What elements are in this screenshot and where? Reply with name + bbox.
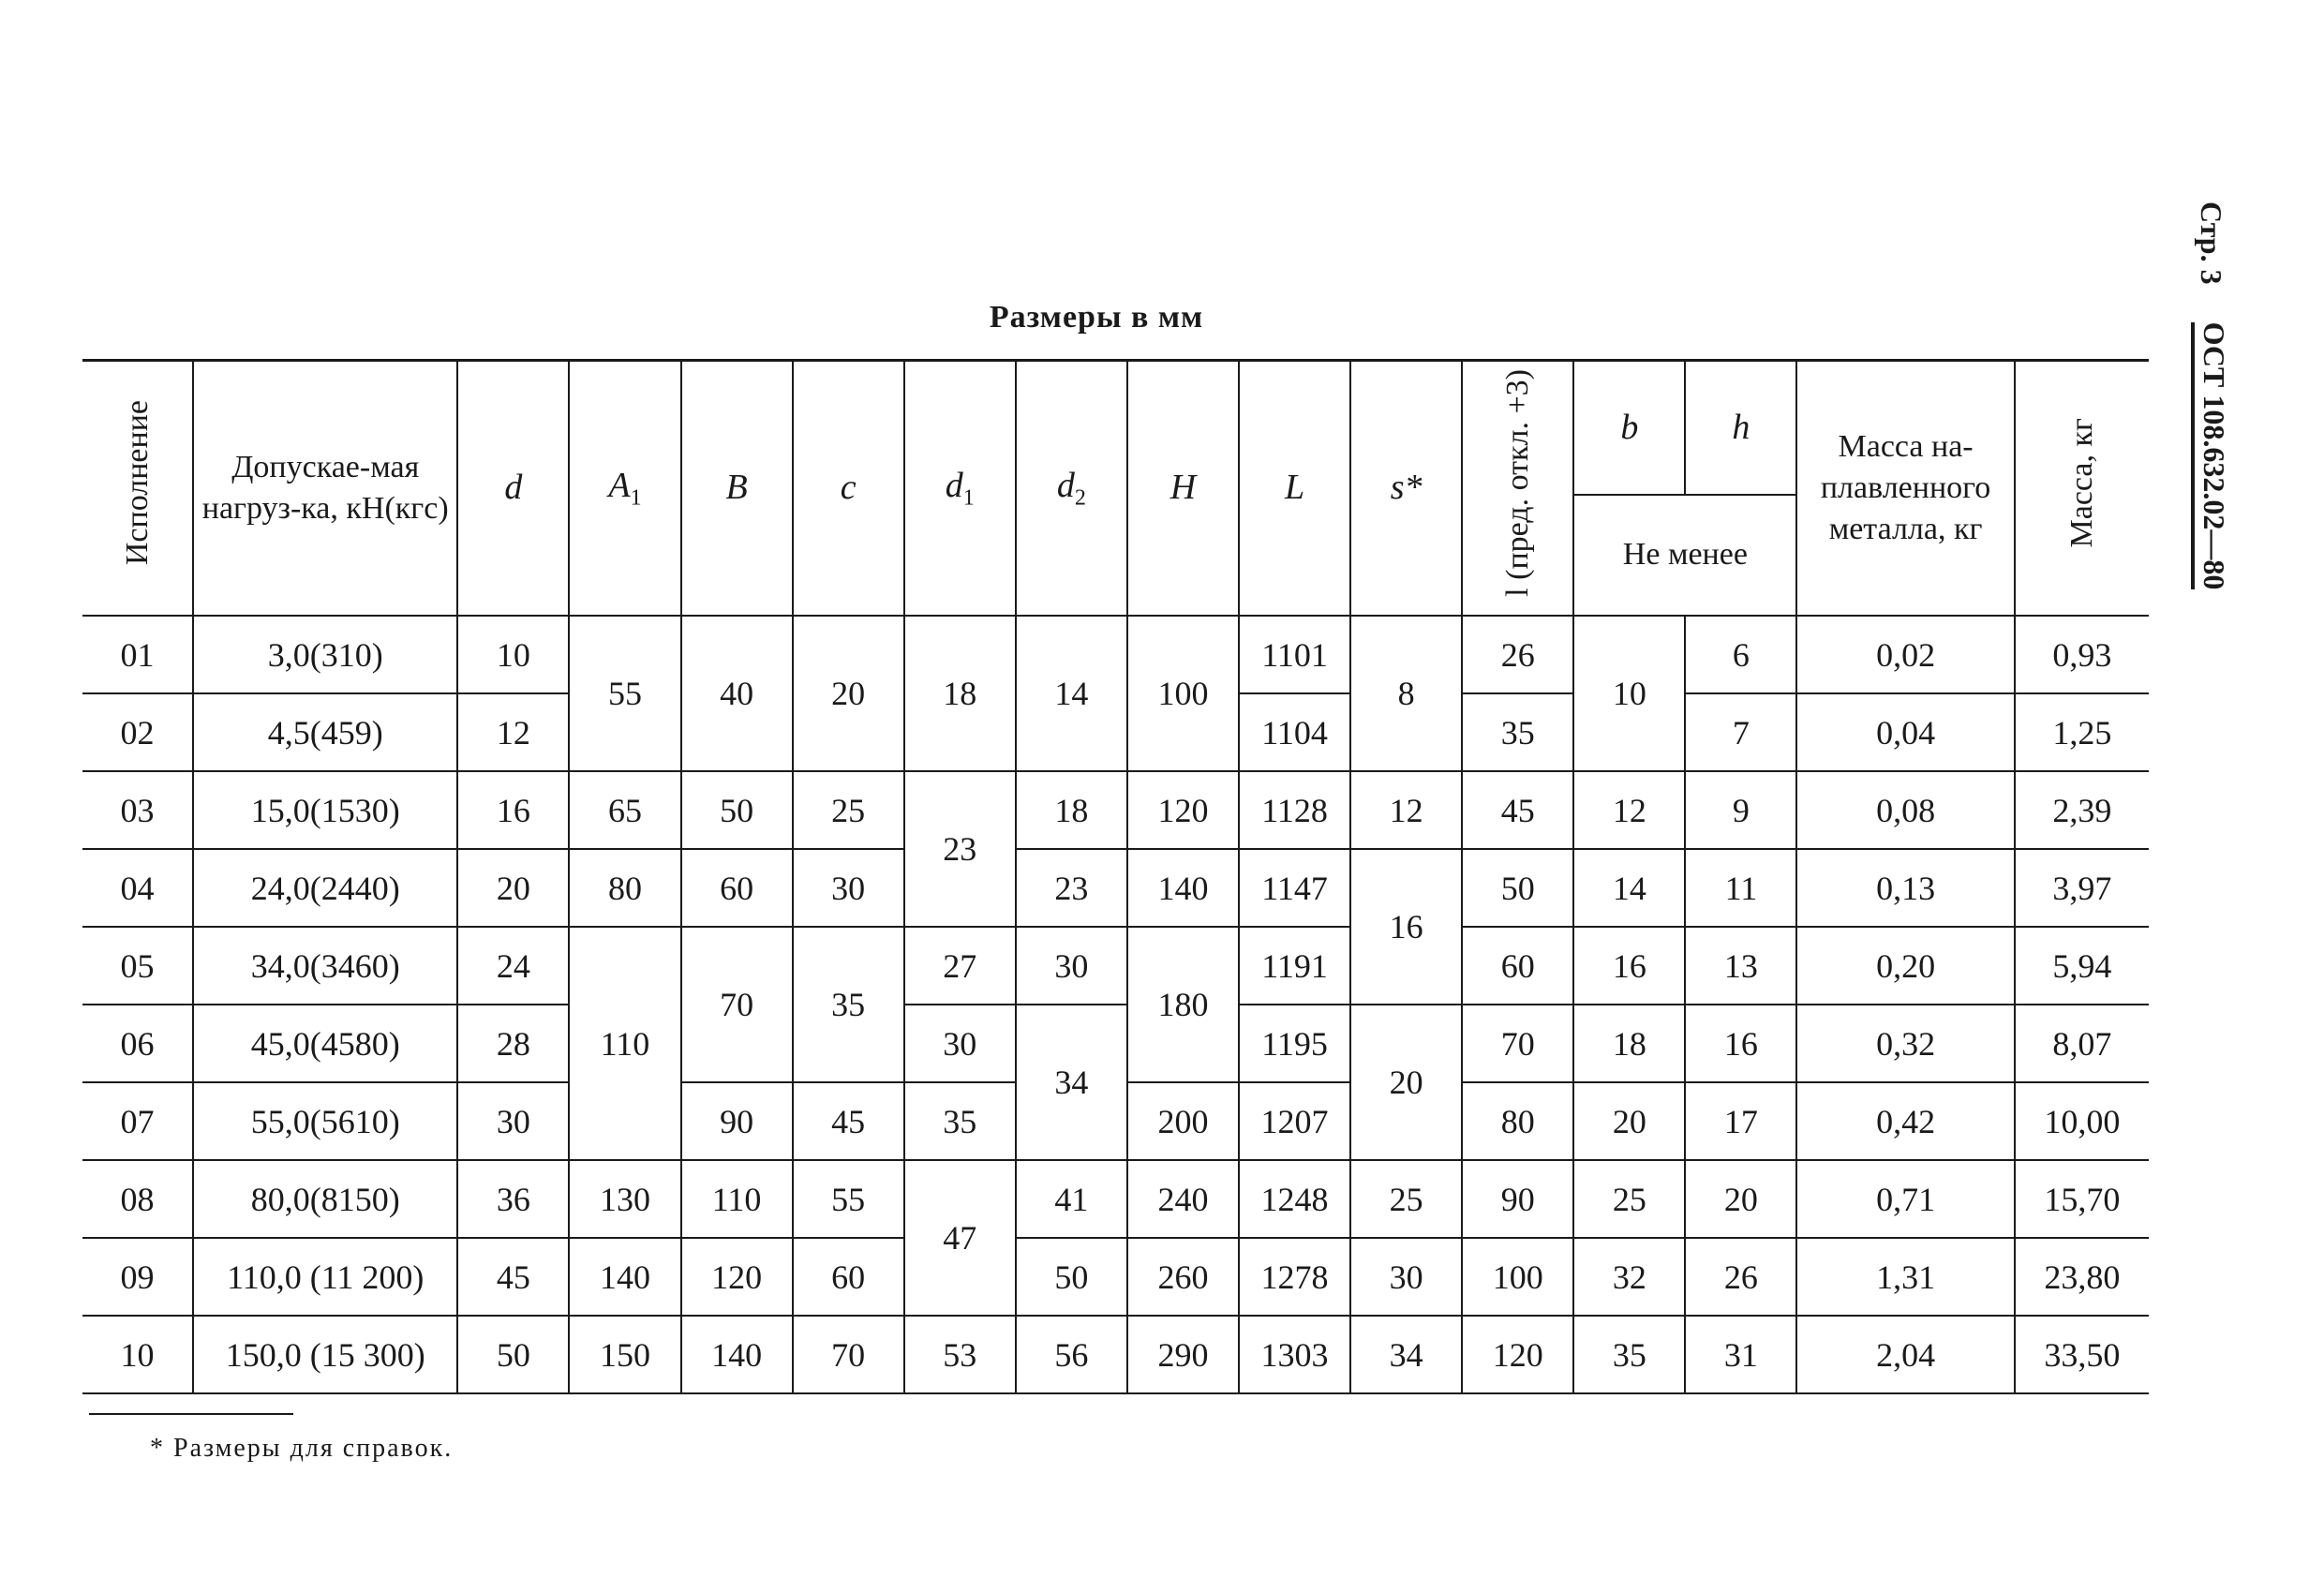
cell-load: 24,0(2440) xyxy=(193,849,457,927)
cell-b-width: 110 xyxy=(681,1160,793,1238)
cell-s: 30 xyxy=(1350,1238,1462,1316)
cell-d2: 41 xyxy=(1016,1160,1127,1238)
cell-c: 30 xyxy=(793,849,904,927)
table-row xyxy=(82,1316,2149,1393)
cell-b: 32 xyxy=(1573,1238,1685,1316)
header-d: d xyxy=(457,361,569,617)
cell-a1: 65 xyxy=(569,771,680,849)
cell-h: 9 xyxy=(1685,771,1796,849)
cell-c: 25 xyxy=(793,771,904,849)
document-code: ОСТ 108.632.02—80 xyxy=(2192,322,2232,590)
cell-l-length: 1207 xyxy=(1239,1082,1350,1160)
cell-d1: 35 xyxy=(904,1082,1016,1160)
cell-l-limit: 120 xyxy=(1462,1316,1573,1393)
cell-d2: 23 xyxy=(1016,849,1127,927)
cell-isp: 05 xyxy=(82,927,193,1005)
table-body xyxy=(82,616,2149,1393)
cell-b: 25 xyxy=(1573,1160,1685,1238)
cell-h-height: 180 xyxy=(1127,927,1239,1082)
cell-mass: 8,07 xyxy=(2015,1005,2149,1082)
cell-l-length: 1195 xyxy=(1239,1005,1350,1082)
cell-h: 26 xyxy=(1685,1238,1796,1316)
cell-load: 110,0 (11 200) xyxy=(193,1238,457,1316)
cell-l-length: 1104 xyxy=(1239,693,1350,771)
header-l-length: L xyxy=(1239,361,1350,617)
header-b: b xyxy=(1573,361,1685,496)
cell-h-height: 240 xyxy=(1127,1160,1239,1238)
cell-l-length: 1248 xyxy=(1239,1160,1350,1238)
footnote: * Размеры для справок. xyxy=(150,1434,454,1463)
table-row xyxy=(82,1160,2149,1238)
cell-b-width: 140 xyxy=(681,1316,793,1393)
table-row xyxy=(82,1005,2149,1082)
cell-d: 36 xyxy=(457,1160,569,1238)
cell-l-limit: 100 xyxy=(1462,1238,1573,1316)
cell-d: 24 xyxy=(457,927,569,1005)
cell-d1: 27 xyxy=(904,927,1016,1005)
cell-b: 14 xyxy=(1573,849,1685,927)
cell-s: 20 xyxy=(1350,1005,1462,1160)
cell-d: 20 xyxy=(457,849,569,927)
cell-load: 34,0(3460) xyxy=(193,927,457,1005)
cell-b: 16 xyxy=(1573,927,1685,1005)
cell-mass: 15,70 xyxy=(2015,1160,2149,1238)
cell-h: 7 xyxy=(1685,693,1796,771)
cell-h-height: 100 xyxy=(1127,616,1239,771)
cell-mass: 1,25 xyxy=(2015,693,2149,771)
cell-h: 31 xyxy=(1685,1316,1796,1393)
cell-b: 35 xyxy=(1573,1316,1685,1393)
cell-mass-weld: 0,42 xyxy=(1796,1082,2014,1160)
cell-l-limit: 50 xyxy=(1462,849,1573,927)
cell-d2: 30 xyxy=(1016,927,1127,1005)
table-caption: Размеры в мм xyxy=(989,300,1204,335)
cell-load: 150,0 (15 300) xyxy=(193,1316,457,1393)
cell-d2: 50 xyxy=(1016,1238,1127,1316)
cell-s: 12 xyxy=(1350,771,1462,849)
cell-isp: 04 xyxy=(82,849,193,927)
header-mass-weld: Масса на-плавленного металла, кг xyxy=(1796,361,2014,617)
cell-mass: 10,00 xyxy=(2015,1082,2149,1160)
cell-d: 12 xyxy=(457,693,569,771)
cell-mass-weld: 0,04 xyxy=(1796,693,2014,771)
cell-a1: 130 xyxy=(569,1160,680,1238)
cell-isp: 10 xyxy=(82,1316,193,1393)
cell-a1: 140 xyxy=(569,1238,680,1316)
table-row xyxy=(82,771,2149,849)
cell-mass-weld: 0,08 xyxy=(1796,771,2014,849)
cell-mass-weld: 0,71 xyxy=(1796,1160,2014,1238)
footnote-divider xyxy=(89,1413,293,1415)
cell-mass: 23,80 xyxy=(2015,1238,2149,1316)
header-s: s* xyxy=(1350,361,1462,617)
cell-b-width: 70 xyxy=(681,927,793,1082)
cell-mass: 3,97 xyxy=(2015,849,2149,927)
header-d1: $d_1$ xyxy=(904,361,1016,617)
cell-isp: 06 xyxy=(82,1005,193,1082)
cell-a1: 80 xyxy=(569,849,680,927)
cell-h-height: 120 xyxy=(1127,771,1239,849)
header-mass: Масса, кг xyxy=(2015,361,2149,617)
cell-isp: 08 xyxy=(82,1160,193,1238)
cell-isp: 02 xyxy=(82,693,193,771)
cell-c: 60 xyxy=(793,1238,904,1316)
cell-h: 11 xyxy=(1685,849,1796,927)
header-c: c xyxy=(793,361,904,617)
cell-h: 16 xyxy=(1685,1005,1796,1082)
cell-h: 17 xyxy=(1685,1082,1796,1160)
dimensions-table xyxy=(82,359,2149,1394)
header-d2: $d_2$ xyxy=(1016,361,1127,617)
cell-isp: 01 xyxy=(82,616,193,693)
cell-h-height: 200 xyxy=(1127,1082,1239,1160)
cell-s: 8 xyxy=(1350,616,1462,771)
cell-mass-weld: 0,13 xyxy=(1796,849,2014,927)
cell-d: 10 xyxy=(457,616,569,693)
cell-l-limit: 35 xyxy=(1462,693,1573,771)
header-b-width: B xyxy=(681,361,793,617)
cell-d1: 18 xyxy=(904,616,1016,771)
cell-isp: 07 xyxy=(82,1082,193,1160)
cell-d1: 30 xyxy=(904,1005,1016,1082)
header-h: h xyxy=(1685,361,1796,496)
cell-s: 16 xyxy=(1350,849,1462,1005)
cell-l-limit: 90 xyxy=(1462,1160,1573,1238)
cell-h: 20 xyxy=(1685,1160,1796,1238)
cell-l-limit: 60 xyxy=(1462,927,1573,1005)
table-row xyxy=(82,849,2149,927)
cell-isp: 03 xyxy=(82,771,193,849)
cell-b-width: 40 xyxy=(681,616,793,771)
cell-d2: 34 xyxy=(1016,1005,1127,1160)
cell-s: 25 xyxy=(1350,1160,1462,1238)
cell-b-width: 50 xyxy=(681,771,793,849)
cell-d2: 18 xyxy=(1016,771,1127,849)
header-a1: $A_1$ xyxy=(569,361,680,617)
cell-d1: 23 xyxy=(904,771,1016,927)
cell-c: 70 xyxy=(793,1316,904,1393)
cell-mass: 0,93 xyxy=(2015,616,2149,693)
cell-s: 34 xyxy=(1350,1316,1462,1393)
cell-l-length: 1191 xyxy=(1239,927,1350,1005)
cell-mass-weld: 0,20 xyxy=(1796,927,2014,1005)
cell-load: 45,0(4580) xyxy=(193,1005,457,1082)
cell-l-length: 1147 xyxy=(1239,849,1350,927)
cell-h-height: 140 xyxy=(1127,849,1239,927)
cell-mass-weld: 0,02 xyxy=(1796,616,2014,693)
cell-l-length: 1303 xyxy=(1239,1316,1350,1393)
cell-mass: 33,50 xyxy=(2015,1316,2149,1393)
cell-l-length: 1101 xyxy=(1239,616,1350,693)
header-not-less: Не менее xyxy=(1573,495,1796,616)
cell-l-limit: 26 xyxy=(1462,616,1573,693)
cell-h-height: 260 xyxy=(1127,1238,1239,1316)
cell-a1: 150 xyxy=(569,1316,680,1393)
header-h-height: H xyxy=(1127,361,1239,617)
page-number: Стр. 3 xyxy=(2195,201,2229,285)
cell-mass-weld: 2,04 xyxy=(1796,1316,2014,1393)
cell-isp: 09 xyxy=(82,1238,193,1316)
table-row xyxy=(82,1238,2149,1316)
cell-b-width: 60 xyxy=(681,849,793,927)
cell-c: 20 xyxy=(793,616,904,771)
cell-a1: 110 xyxy=(569,927,680,1160)
cell-load: 80,0(8150) xyxy=(193,1160,457,1238)
cell-l-length: 1128 xyxy=(1239,771,1350,849)
header-isp: Исполнение xyxy=(82,361,193,617)
cell-d2: 14 xyxy=(1016,616,1127,771)
cell-mass-weld: 0,32 xyxy=(1796,1005,2014,1082)
cell-mass: 5,94 xyxy=(2015,927,2149,1005)
cell-b: 20 xyxy=(1573,1082,1685,1160)
cell-b: 12 xyxy=(1573,771,1685,849)
cell-c: 55 xyxy=(793,1160,904,1238)
cell-load: 15,0(1530) xyxy=(193,771,457,849)
cell-b: 10 xyxy=(1573,616,1685,771)
table-row xyxy=(82,616,2149,693)
cell-d: 28 xyxy=(457,1005,569,1082)
cell-load: 4,5(459) xyxy=(193,693,457,771)
header-l-limit: l (пред. откл. +3) xyxy=(1462,361,1573,617)
cell-c: 45 xyxy=(793,1082,904,1160)
cell-h: 6 xyxy=(1685,616,1796,693)
cell-mass: 2,39 xyxy=(2015,771,2149,849)
cell-l-length: 1278 xyxy=(1239,1238,1350,1316)
cell-d: 45 xyxy=(457,1238,569,1316)
cell-l-limit: 70 xyxy=(1462,1005,1573,1082)
cell-l-limit: 80 xyxy=(1462,1082,1573,1160)
cell-h: 13 xyxy=(1685,927,1796,1005)
cell-load: 55,0(5610) xyxy=(193,1082,457,1160)
cell-l-limit: 45 xyxy=(1462,771,1573,849)
header-load: Допускае-мая нагруз-ка, кН(кгс) xyxy=(193,361,457,617)
cell-a1: 55 xyxy=(569,616,680,771)
page-side-label xyxy=(2183,201,2240,670)
cell-d1: 47 xyxy=(904,1160,1016,1316)
cell-d2: 56 xyxy=(1016,1316,1127,1393)
cell-d: 30 xyxy=(457,1082,569,1160)
cell-b: 18 xyxy=(1573,1005,1685,1082)
cell-d: 50 xyxy=(457,1316,569,1393)
cell-d: 16 xyxy=(457,771,569,849)
table-row xyxy=(82,927,2149,1005)
cell-load: 3,0(310) xyxy=(193,616,457,693)
cell-b-width: 120 xyxy=(681,1238,793,1316)
cell-mass-weld: 1,31 xyxy=(1796,1238,2014,1316)
cell-h-height: 290 xyxy=(1127,1316,1239,1393)
table-header xyxy=(82,361,2149,617)
cell-c: 35 xyxy=(793,927,904,1082)
cell-b-width: 90 xyxy=(681,1082,793,1160)
cell-d1: 53 xyxy=(904,1316,1016,1393)
